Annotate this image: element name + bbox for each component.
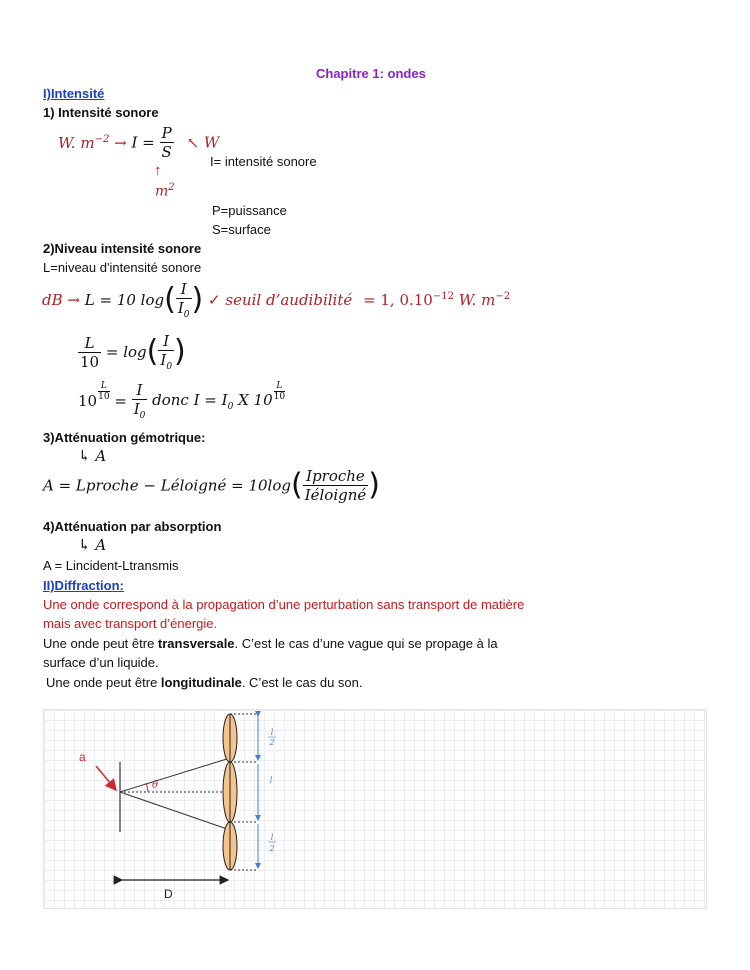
frac-den-sub: 0 [166,362,173,372]
power-base: 10 [78,392,98,410]
unit-left: W. m [58,133,95,152]
paren-close: ) [368,467,380,503]
frac-den [158,350,174,372]
section-1-heading: I)Intensité [43,86,105,101]
sub1-heading: 1) Intensité sonore [43,105,159,120]
log-eq: = log [105,343,147,361]
fraction-p-over-s [160,124,174,161]
frac-num: I [180,280,187,298]
unit-m: m [155,183,169,200]
wave-definition-line2: mais avec transport d’énergie. [43,616,218,631]
exp-den: 10 [273,392,286,402]
arrow-up-left-icon: ↖ [186,133,200,152]
unit-left-exp: −2 [94,133,110,145]
frac-den-base: I [177,299,184,317]
arrow-right-icon: → [114,133,127,152]
donc-exponent [274,381,285,402]
sub3-arrow: ↳ A [78,447,107,465]
label-half-bottom-den: 2 [269,844,275,853]
donc-base: donc I = I [152,390,228,409]
threshold-value-exp: −12 [432,291,454,302]
diffraction-diagram [44,710,706,908]
exp-num: L [100,381,107,391]
exp-num: L [276,381,283,391]
log-formula [78,332,186,372]
legend-intensity: I= intensité sonore [210,154,317,169]
frac-den [176,298,192,320]
label-a: a [79,750,86,764]
label-l: l [269,776,273,785]
longitudinal-post: . C’est le cas du son. [241,675,363,690]
threshold-unit: W. m [458,291,496,309]
arrow-right-icon: → [67,291,80,309]
attenuation-lhs: A = Lproche − Léloigné = 10log [43,476,291,495]
transversal-line2: surface d’un liquide. [43,655,159,670]
angle-arc [146,783,148,792]
longitudinal-bold: longitudinale [160,675,242,690]
paren-close: ) [191,282,204,317]
level-lhs: L = 10 log [84,291,165,309]
diffraction-figure [43,709,707,909]
frac-num: Iproche [306,467,365,485]
ray-lower [120,792,230,830]
chapter-title: Chapitre 1: ondes [316,66,426,81]
frac-den-base: I [133,400,140,418]
attenuation-formula [43,467,380,504]
arrow-up-icon: ↑ [154,162,162,179]
fraction-i-over-i0 [176,280,192,320]
unit-m2 [155,182,175,200]
frac-den: S [161,143,172,161]
power-eq: = [114,392,127,410]
threshold-label: seuil d’audibilité [225,291,353,309]
donc-sub: 0 [227,401,234,412]
label-half-bottom-num: l [270,833,274,842]
transversal-line1 [43,636,498,652]
frac-num: I [163,332,170,350]
threshold-value [363,291,510,309]
unit-m-exp: 2 [168,182,175,193]
paren-open: ( [290,467,303,503]
label-half-top-num: l [270,728,274,737]
paren-open: ( [146,334,159,369]
paren-open: ( [164,282,176,317]
sub2-heading: 2)Niveau intensité sonore [43,241,202,256]
frac-num: L [84,333,95,352]
fraction-i-over-i0 [158,332,174,372]
legend-power: P=puissance [212,203,287,218]
sub3-heading: 3)Atténuation gémotrique: [43,430,206,445]
longitudinal-pre: Une onde peut être [46,675,161,690]
ray-upper [120,758,230,792]
threshold-unit-exp: −2 [495,291,511,302]
frac-den: 10 [80,352,100,371]
fraction-i-over-i0 [132,381,148,421]
sub4-heading: 4)Atténuation par absorption [43,519,222,534]
frac-den-sub: 0 [183,310,190,320]
transversal-pre: Une onde peut être [43,636,158,651]
unit-db: dB [42,291,63,309]
transversal-post: . C’est le cas d’une vague qui se propage à la [234,636,498,651]
label-half-top-den: 2 [269,738,275,747]
absorption-formula: A = Lincident-Ltransmis [43,558,179,573]
transversal-bold: transversale [157,636,235,651]
check-icon: ✓ [208,291,221,309]
power-exponent [98,381,109,402]
paren-close: ) [174,334,186,369]
frac-den-base: I [160,351,167,369]
label-d: D [164,887,173,901]
legend-surface: S=surface [212,222,271,237]
exp-den: 10 [98,392,110,402]
slit-arrow [96,766,116,790]
threshold-value-base: = 1, 0.10 [363,291,433,309]
fraction-iproche-over-ieloigne [303,467,369,504]
intensity-formula [58,124,219,161]
frac-den-sub: 0 [139,411,146,421]
section-2-heading: II)Diffraction: [43,578,124,593]
wave-definition-line1: Une onde correspond à la propagation d’une perturbation sans transport de matière [43,597,525,612]
frac-num: P [161,124,172,142]
frac-den: Iéloigné [304,486,367,504]
label-theta: θ [152,780,159,791]
donc-x: X 10 [238,390,273,409]
level-formula [42,280,510,320]
intensity-lhs: I = [131,133,155,152]
longitudinal-line [46,675,362,691]
fraction-l-over-10 [78,334,101,371]
unit-w: W [203,133,220,152]
frac-num: I [136,381,143,399]
sub2-definition: L=niveau d'intensité sonore [43,260,202,275]
sub4-arrow: ↳ A [78,536,107,554]
power-formula [78,381,285,421]
frac-den [132,399,148,421]
donc-text [152,390,273,412]
